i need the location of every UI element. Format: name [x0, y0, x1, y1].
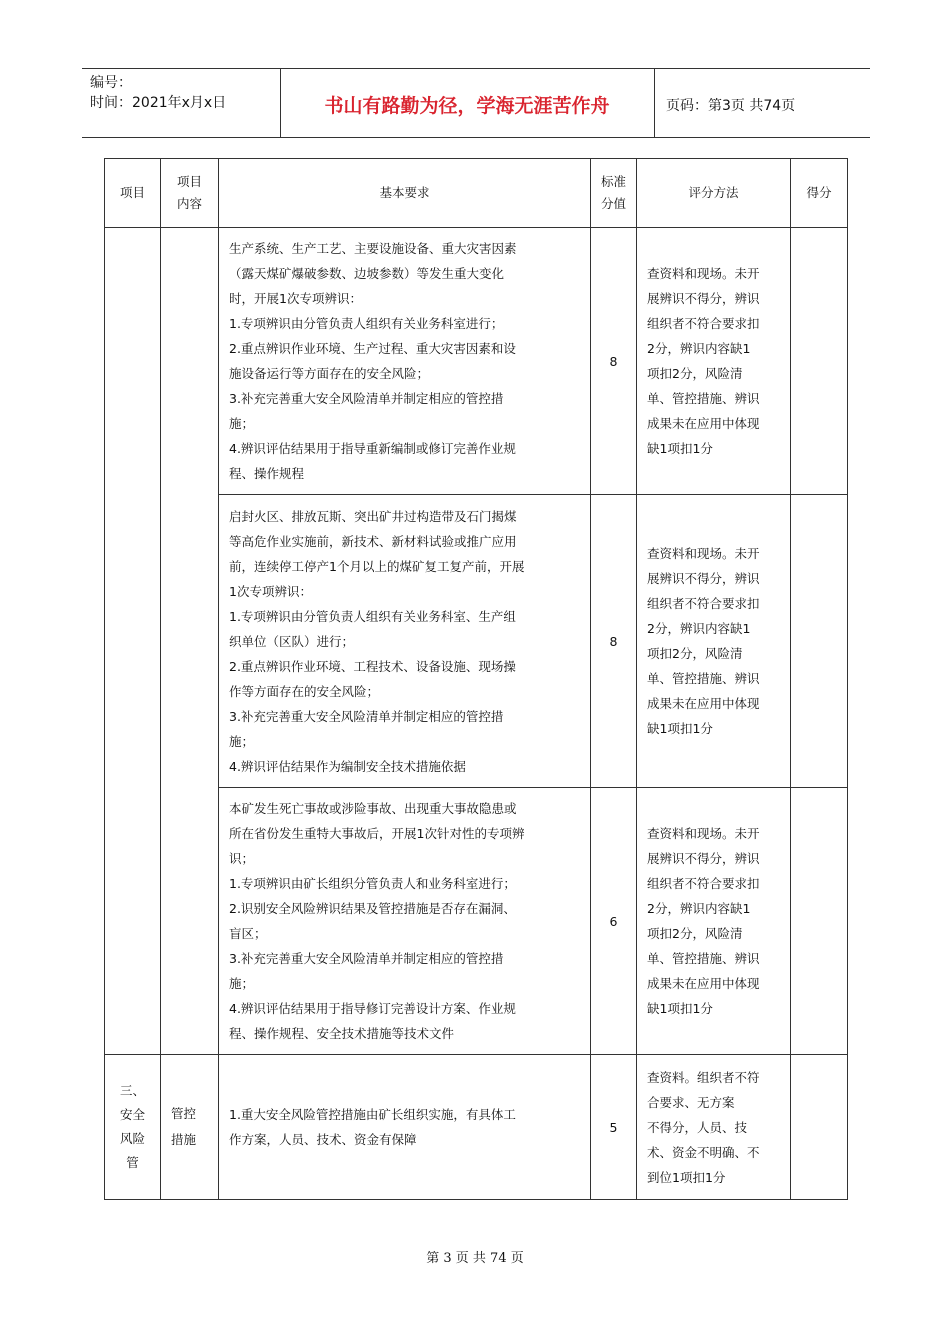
header-standard-score: 标准 分值: [591, 159, 637, 228]
table-header-row: [105, 159, 848, 228]
header-page-number: 页码：第3页 共74页: [666, 98, 796, 114]
requirement-cell: 1.重大安全风险管控措施由矿长组织实施，有具体工 作方案，人员、技术、资金有保障: [219, 1055, 591, 1200]
item-cell: [105, 228, 161, 1055]
score-cell: [791, 228, 848, 495]
table-row: [105, 228, 848, 495]
method-cell: 查资料和现场。未开 展辨识不得分，辨识 组织者不符合要求扣 2分，辨识内容缺1 项扣2分，风险清 单、管控措施、辨识 成果未在应用中体现 缺1项扣1分: [637, 495, 791, 788]
header-score: 得分: [791, 159, 848, 228]
method-cell: 查资料和现场。未开 展辨识不得分，辨识 组织者不符合要求扣 2分，辨识内容缺1 项扣2分，风险清 单、管控措施、辨识 成果未在应用中体现 缺1项扣1分: [637, 788, 791, 1055]
page-header: [82, 68, 870, 138]
score-cell: [791, 1055, 848, 1200]
score-cell: [791, 495, 848, 788]
header-meta: [90, 73, 226, 113]
requirement-cell: 本矿发生死亡事故或涉险事故、出现重大事故隐患或 所在省份发生重特大事故后，开展1次针对性的专项辨 识； 1.专项辨识由矿长组织分管负责人和业务科室进行； 2.识别安全风险辨识结果及管控措施是否存在漏洞、 盲区； 3.补充完善重大安全风险清单并制定相应的管控措 施； 4.辨识评估结果用于指导修订完善设计方案、作业规 程、操作规程、安全技术措施等技术文件: [219, 788, 591, 1055]
standard-score-cell: 8: [591, 228, 637, 495]
document-date: 时间：2021年x月x日: [90, 95, 227, 111]
item-cell: 三、 安全 风险 管: [105, 1055, 161, 1200]
method-cell: 查资料。组织者不符 合要求、无方案 不得分，人员、技 术、资金不明确、不 到位1项扣1分: [637, 1055, 791, 1200]
content-cell: [161, 228, 219, 1055]
header-item: 项目: [105, 159, 161, 228]
header-motto: 书山有路勤为径，学海无涯苦作舟: [324, 95, 610, 117]
header-requirement: 基本要求: [219, 159, 591, 228]
header-divider: [654, 69, 655, 137]
header-method: 评分方法: [637, 159, 791, 228]
requirement-cell: 启封火区、排放瓦斯、突出矿井过构造带及石门揭煤 等高危作业实施前，新技术、新材料试验或推广应用 前，连续停工停产1个月以上的煤矿复工复产前，开展 1次专项辨识： 1.专项辨识由分管负责人组织有关业务科室、生产组 织单位（区队）进行； 2.重点辨识作业环境、工程技术、设备设施、现场操 作等方面存在的安全风险； 3.补充完善重大安全风险清单并制定相应的管控措 施； 4.辨识评估结果作为编制安全技术措施依据: [219, 495, 591, 788]
score-cell: [791, 788, 848, 1055]
table-row: [105, 1055, 848, 1200]
standard-score-cell: 5: [591, 1055, 637, 1200]
method-cell: 查资料和现场。未开 展辨识不得分，辨识 组织者不符合要求扣 2分，辨识内容缺1 项扣2分，风险清 单、管控措施、辨识 成果未在应用中体现 缺1项扣1分: [637, 228, 791, 495]
content-cell: 管控 措施: [161, 1055, 219, 1200]
document-number: 编号：: [90, 75, 132, 91]
evaluation-table: [104, 158, 848, 1200]
header-content: 项目 内容: [161, 159, 219, 228]
page-footer: 第 3 页 共 74 页: [426, 1251, 524, 1266]
standard-score-cell: 6: [591, 788, 637, 1055]
standard-score-cell: 8: [591, 495, 637, 788]
requirement-cell: 生产系统、生产工艺、主要设施设备、重大灾害因素 （露天煤矿爆破参数、边坡参数）等发生重大变化 时，开展1次专项辨识： 1.专项辨识由分管负责人组织有关业务科室进行； 2.重点辨识作业环境、生产过程、重大灾害因素和设 施设备运行等方面存在的安全风险； 3.补充完善重大安全风险清单并制定相应的管控措 施； 4.辨识评估结果用于指导重新编制或修订完善作业规 程、操作规程: [219, 228, 591, 495]
